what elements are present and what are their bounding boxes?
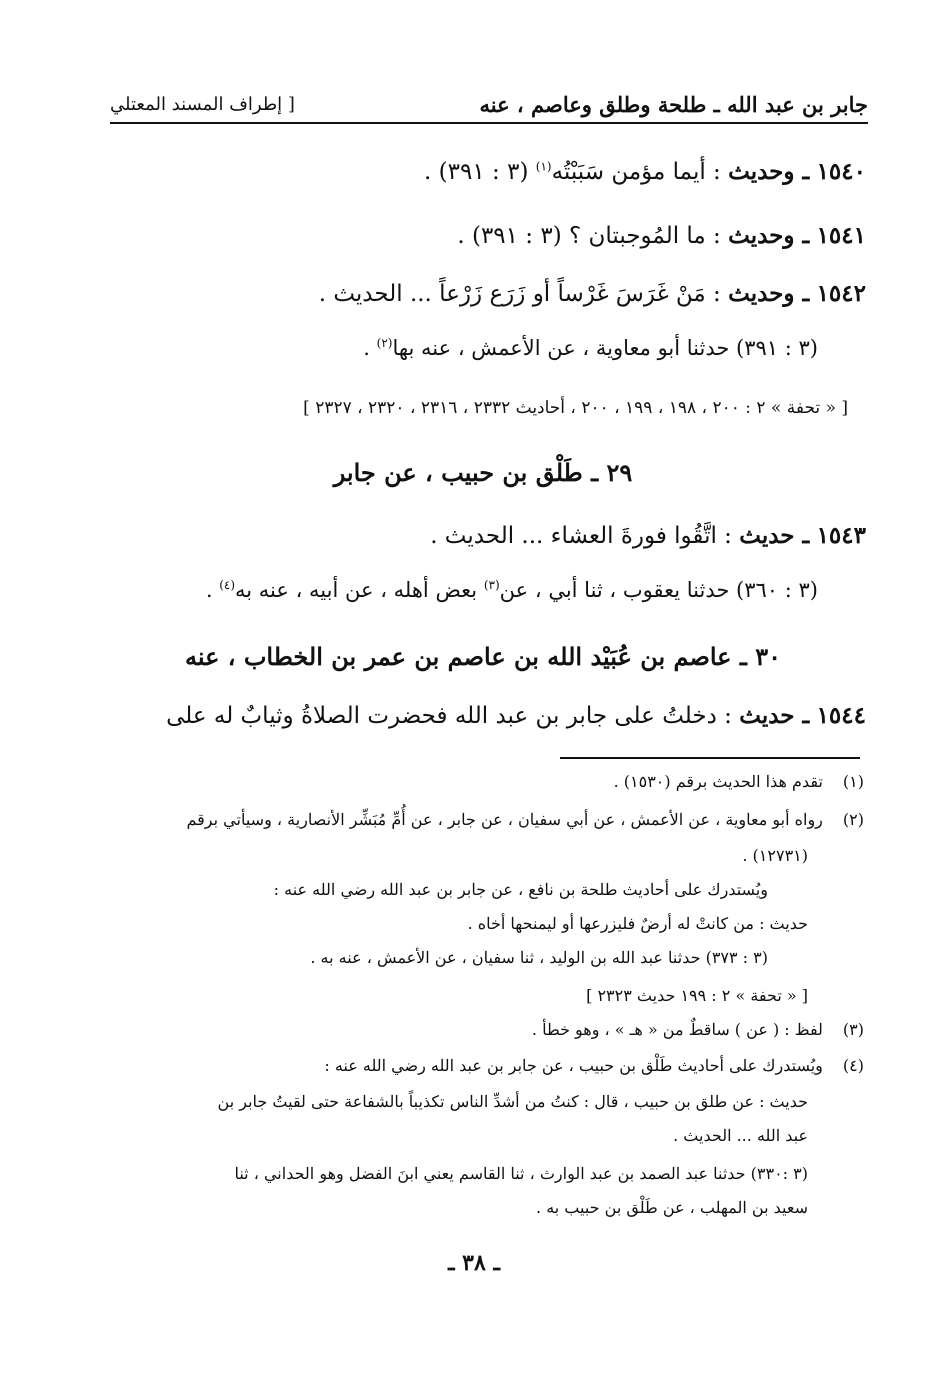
- entry-text: : مَنْ غَرَسَ غَرْساً أو زَرَع زَرْعاً ... الحديث .: [318, 281, 721, 307]
- entry-text: : دخلتُ على جابر بن عبد الله فحضرت الصلاةُ وثيابٌ له على: [166, 703, 732, 729]
- entry-1541: [100, 222, 866, 249]
- footnote-3: [130, 1020, 864, 1039]
- entry-1540: [100, 158, 866, 185]
- entry-number: ١٥٤٠: [816, 158, 866, 185]
- entry-label: ـ وحديث: [728, 158, 810, 185]
- entry-number: ١٥٤٤: [816, 702, 866, 729]
- footnote-number: (١): [842, 772, 864, 791]
- section-heading-29: ٢٩ ـ طَلْق بن حبيب ، عن جابر: [333, 458, 633, 487]
- entry-1542: [100, 280, 866, 307]
- entry-label: ـ وحديث: [728, 222, 810, 249]
- entry-1542-chain: [100, 336, 818, 360]
- footnote-ref[interactable]: (٢): [376, 336, 393, 350]
- footnote-4-hadith: حديث : عن طلق بن حبيب ، قال : كنتُ من أشدِّ الناس تكذيباً بالشفاعة حتى لقيتُ جابر بن: [217, 1092, 808, 1111]
- section-heading-30: ٣٠ ـ عاصم بن عُبَيْد الله بن عاصم بن عمر بن الخطاب ، عنه: [184, 642, 782, 671]
- footnote-2-isnad: (٣ : ٣٧٣) حدثنا عبد الله بن الوليد ، ثنا سفيان ، عن الأعمش ، عنه به .: [310, 948, 768, 967]
- entry-label: ـ حديث: [739, 702, 810, 729]
- book-title: [ إطراف المسند المعتلي: [110, 94, 295, 115]
- page-number: ـ ٣٨ ـ: [448, 1250, 500, 1276]
- entry-number: ١٥٤٣: [816, 522, 866, 549]
- isnad-text: (٣ : ٣٩١) حدثنا أبو معاوية ، عن الأعمش ، عنه بها: [392, 336, 818, 360]
- isnad-tail: .: [205, 578, 213, 602]
- footnote-number: (٣): [842, 1020, 864, 1039]
- footnote-4: [130, 1056, 864, 1075]
- footnote-1: [130, 772, 864, 791]
- footnote-text: رواه أبو معاوية ، عن الأعمش ، عن أبي سفيان ، عن جابر ، عن أُمِّ مُبَشِّر الأنصارية ، وسيأتي برقم: [186, 810, 823, 829]
- entry-label: ـ وحديث: [728, 280, 810, 307]
- footnote-number: (٤): [842, 1056, 864, 1075]
- isnad-tail: .: [363, 336, 370, 360]
- footnote-2-hadith: حديث : من كانتْ له أرضٌ فليزرعها أو ليمنحها أخاه .: [467, 914, 808, 933]
- entry-label: ـ حديث: [739, 522, 810, 549]
- footnote-2-tuhfa: [ « تحفة » ٢ : ١٩٩ حديث ٢٣٢٣ ]: [586, 986, 808, 1005]
- footnote-4-isnad: (٣ :٣٣٠) حدثنا عبد الصمد بن عبد الوارث ، ثنا القاسم يعني ابنَ الفضل وهو الحداني ، ثنا: [234, 1164, 808, 1183]
- footnote-text: لفظ : ( عن ) ساقطٌ من « هـ » ، وهو خطأ .: [531, 1020, 823, 1039]
- entry-1544: [100, 702, 866, 729]
- footnote-4-hadith-continued: عبد الله ... الحديث .: [673, 1126, 808, 1145]
- entry-text: : أيما مؤمن سَبَبْتُه: [551, 159, 721, 185]
- entry-text: : اتَّقُوا فورةَ العشاء ... الحديث .: [430, 523, 732, 549]
- footnote-4-isnad-continued: سعيد بن المهلب ، عن طَلْق بن حبيب به .: [536, 1198, 808, 1217]
- footnote-2: [130, 810, 864, 829]
- footnote-number: (٢): [842, 810, 864, 829]
- entry-ref: (٣ : ٣٩١) .: [424, 159, 529, 185]
- entry-text: : ما المُوجبتان ؟ (٣ : ٣٩١) .: [457, 223, 721, 249]
- entry-1543: [100, 522, 866, 549]
- header-title: جابر بن عبد الله ـ طلحة وطلق وعاصم ، عنه: [479, 92, 868, 117]
- footnote-ref[interactable]: (٣): [483, 578, 500, 592]
- footnote-2-addendum: ويُستدرك على أحاديث طلحة بن نافع ، عن جابر بن عبد الله رضي الله عنه :: [273, 880, 768, 899]
- footnote-text: ويُستدرك على أحاديث طَلْق بن حبيب ، عن جابر بن عبد الله رضي الله عنه :: [324, 1056, 823, 1075]
- entry-number: ١٥٤٢: [816, 280, 866, 307]
- entry-1543-chain: [100, 578, 818, 602]
- footnote-text: تقدم هذا الحديث برقم (١٥٣٠) .: [613, 772, 823, 791]
- footnote-ref[interactable]: (٤): [219, 578, 236, 592]
- running-header: [110, 86, 868, 124]
- footnote-ref[interactable]: (١): [535, 159, 552, 174]
- isnad-text: بعض أهله ، عن أبيه ، عنه به: [235, 578, 478, 602]
- entry-number: ١٥٤١: [816, 222, 866, 249]
- tuhfa-reference: [ « تحفة » ٢ : ٢٠٠ ، ١٩٨ ، ١٩٩ ، ٢٠٠ ، أحاديث ٢٣٣٢ ، ٢٣١٦ ، ٢٣٢٠ ، ٢٣٢٧ ]: [303, 398, 848, 418]
- footnote-2-continued: (١٢٧٣١) .: [742, 846, 808, 865]
- isnad-text: (٣ : ٣٦٠) حدثنا يعقوب ، ثنا أبي ، عن: [499, 578, 818, 602]
- footnote-divider: [560, 757, 860, 759]
